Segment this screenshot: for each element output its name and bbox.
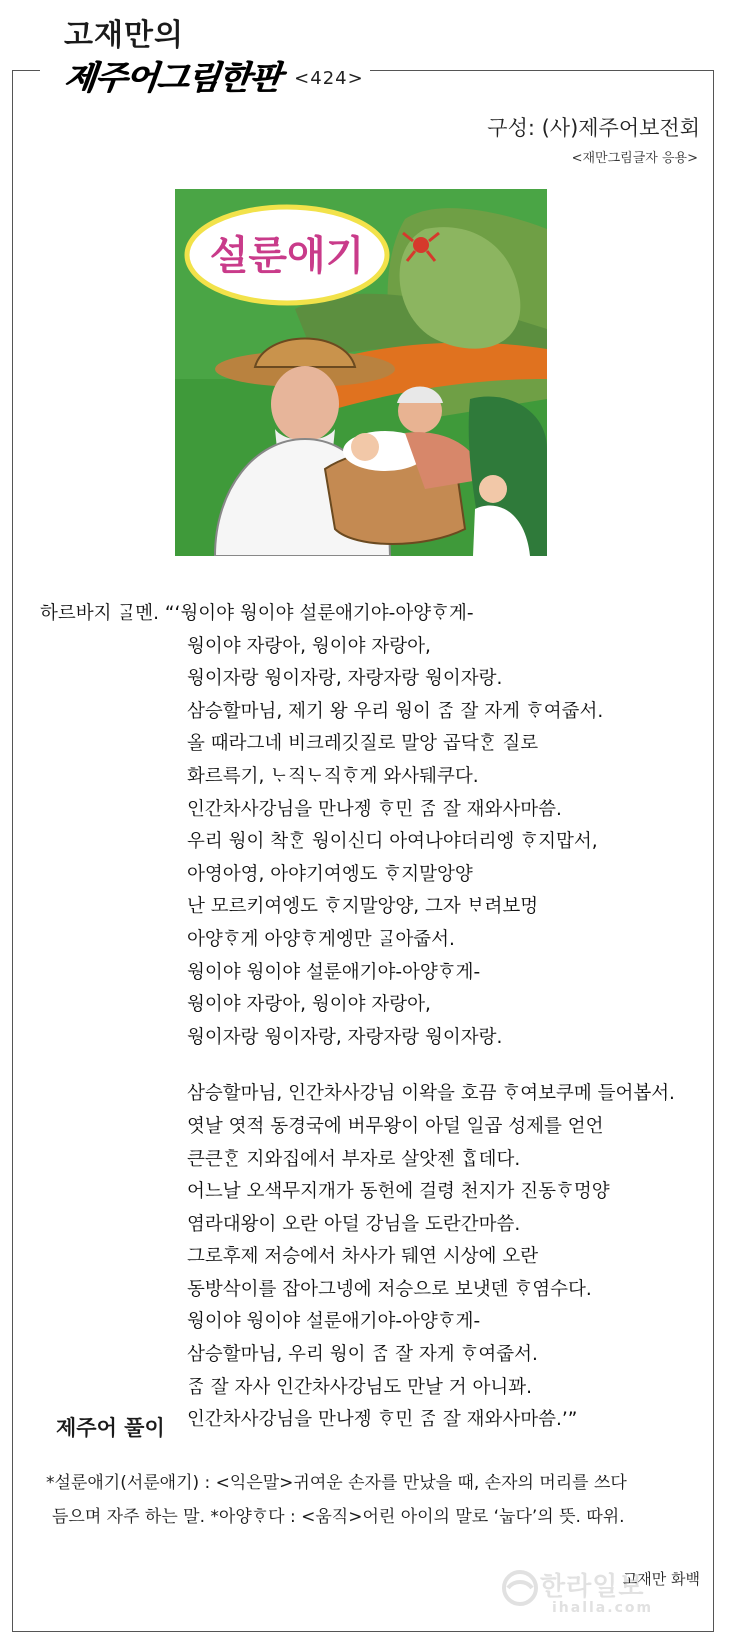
series-kicker: 고재만의 — [64, 18, 184, 53]
poem-line: 웡이자랑 웡이자랑, 자랑자랑 웡이자랑. — [187, 1026, 503, 1048]
poem-line: 웡이야 웡이야 설룬애기야-아양ᄒᆞ게- — [187, 961, 481, 983]
illustration-title: 설룬애기 — [209, 233, 365, 279]
glossary-title: 제주어 풀이 — [56, 1416, 165, 1440]
poem-line: 우리 웡이 착ᄒᆞᆫ 웡이신디 아여나야더리엥 ᄒᆞ지맙서, — [187, 831, 598, 853]
poem-line: 웡이야 웡이야 설룬애기야-아양ᄒᆞ게- — [187, 1311, 481, 1333]
glossary-line: *설룬애기(서룬애기) : <익은말>귀여운 손자를 만났을 때, 손자의 머리를 쓰다 — [46, 1473, 627, 1493]
poem-line: 염라대왕이 오란 아덜 강님을 도란간마씀. — [187, 1213, 521, 1235]
watermark-name: 한라일보 — [540, 1572, 645, 1602]
series-title: 제주어그림한판 — [62, 58, 283, 97]
artist-byline: 고재만 화백 — [622, 1570, 700, 1588]
poem-line: 그로후제 저승에서 차사가 뒈연 시상에 오란 — [187, 1246, 539, 1268]
glossary-line: 듬으며 자주 하는 말. *아양ᄒᆞ다 : <움직>어린 아이의 말로 ‘눕다’의 뜻. 따위. — [52, 1507, 625, 1527]
poem-line: 동방삭이를 잡아그넹에 저승으로 보냇덴 ᄒᆞ염수다. — [187, 1278, 592, 1300]
poem-line: 인간차사강님을 만나젱 ᄒᆞ민 ᄌᆞᆷ 잘 재와사마씀. — [187, 798, 562, 820]
poem-line: 올 때라그네 비크레깃질로 말앙 곱닥ᄒᆞᆫ 질로 — [187, 733, 539, 755]
stanza-gap — [40, 1054, 700, 1078]
poem-line: 아양ᄒᆞ게 아양ᄒᆞ게엥만 ᄀᆞᆯ아줍서. — [187, 928, 455, 950]
poem-line: 웡이야 자랑아, 웡이야 자랑아, — [187, 635, 431, 657]
poem-line: 큰큰ᄒᆞᆫ 지와집에서 부자로 살앗젠 ᄒᆞᆸ데다. — [187, 1148, 521, 1170]
poem-line: ᄌᆞᆷ 잘 자사 인간차사강님도 만날 거 아니꽈. — [187, 1376, 532, 1398]
poem-line: 화르륵기, ᄂᆞ직ᄂᆞ직ᄒᆞ게 와사뒈쿠다. — [187, 765, 479, 787]
poem-line: 어느날 오색무지개가 동헌에 걸령 천지가 진동ᄒᆞ멍양 — [187, 1181, 610, 1203]
series-header — [40, 8, 370, 108]
poem-line: 웡이자랑 웡이자랑, 자랑자랑 웡이자랑. — [187, 668, 503, 690]
poem-body — [40, 598, 700, 1437]
watermark-url: ihalla.com — [552, 1600, 654, 1616]
poem-line: 난 모르키여엥도 ᄒᆞ지말앙양, 그자 ᄇᆞ려보멍 — [187, 896, 539, 918]
glossary-body — [46, 1466, 686, 1534]
illustration-grandfather-baby-basket — [175, 189, 547, 556]
poem-line: 삼승할마님, 인간차사강님 이왁을 호끔 ᄒᆞ여보쿠메 들어봅서. — [187, 1083, 675, 1105]
poem-line: 웡이야 자랑아, 웡이야 자랑아, — [187, 994, 431, 1016]
poem-line: 아영아영, 아야기여엥도 ᄒᆞ지말앙양 — [187, 863, 473, 885]
poem-line: 삼승할마님, 제기 왕 우리 웡이 ᄌᆞᆷ 잘 자게 ᄒᆞ여줍서. — [187, 700, 604, 722]
episode-number: <424> — [294, 67, 364, 89]
poem-line: 하르바지 ᄀᆞᆯ멘. “‘웡이야 웡이야 설룬애기야-아양ᄒᆞ게- — [40, 603, 474, 624]
credit-note: <재만그림글자 응용> — [571, 151, 698, 166]
series-title-row — [64, 58, 370, 98]
poem-line: 삼승할마님, 우리 웡이 ᄌᆞᆷ 잘 자게 ᄒᆞ여줍서. — [187, 1344, 538, 1366]
poem-line: 인간차사강님을 만나젱 ᄒᆞ민 ᄌᆞᆷ 잘 재와사마씀.’” — [187, 1409, 578, 1431]
poem-line: 엿날 엿적 동경국에 버무왕이 아덜 일곱 성제를 얻언 — [187, 1115, 604, 1137]
composition-credit: 구성: (사)제주어보전회 — [487, 116, 700, 140]
